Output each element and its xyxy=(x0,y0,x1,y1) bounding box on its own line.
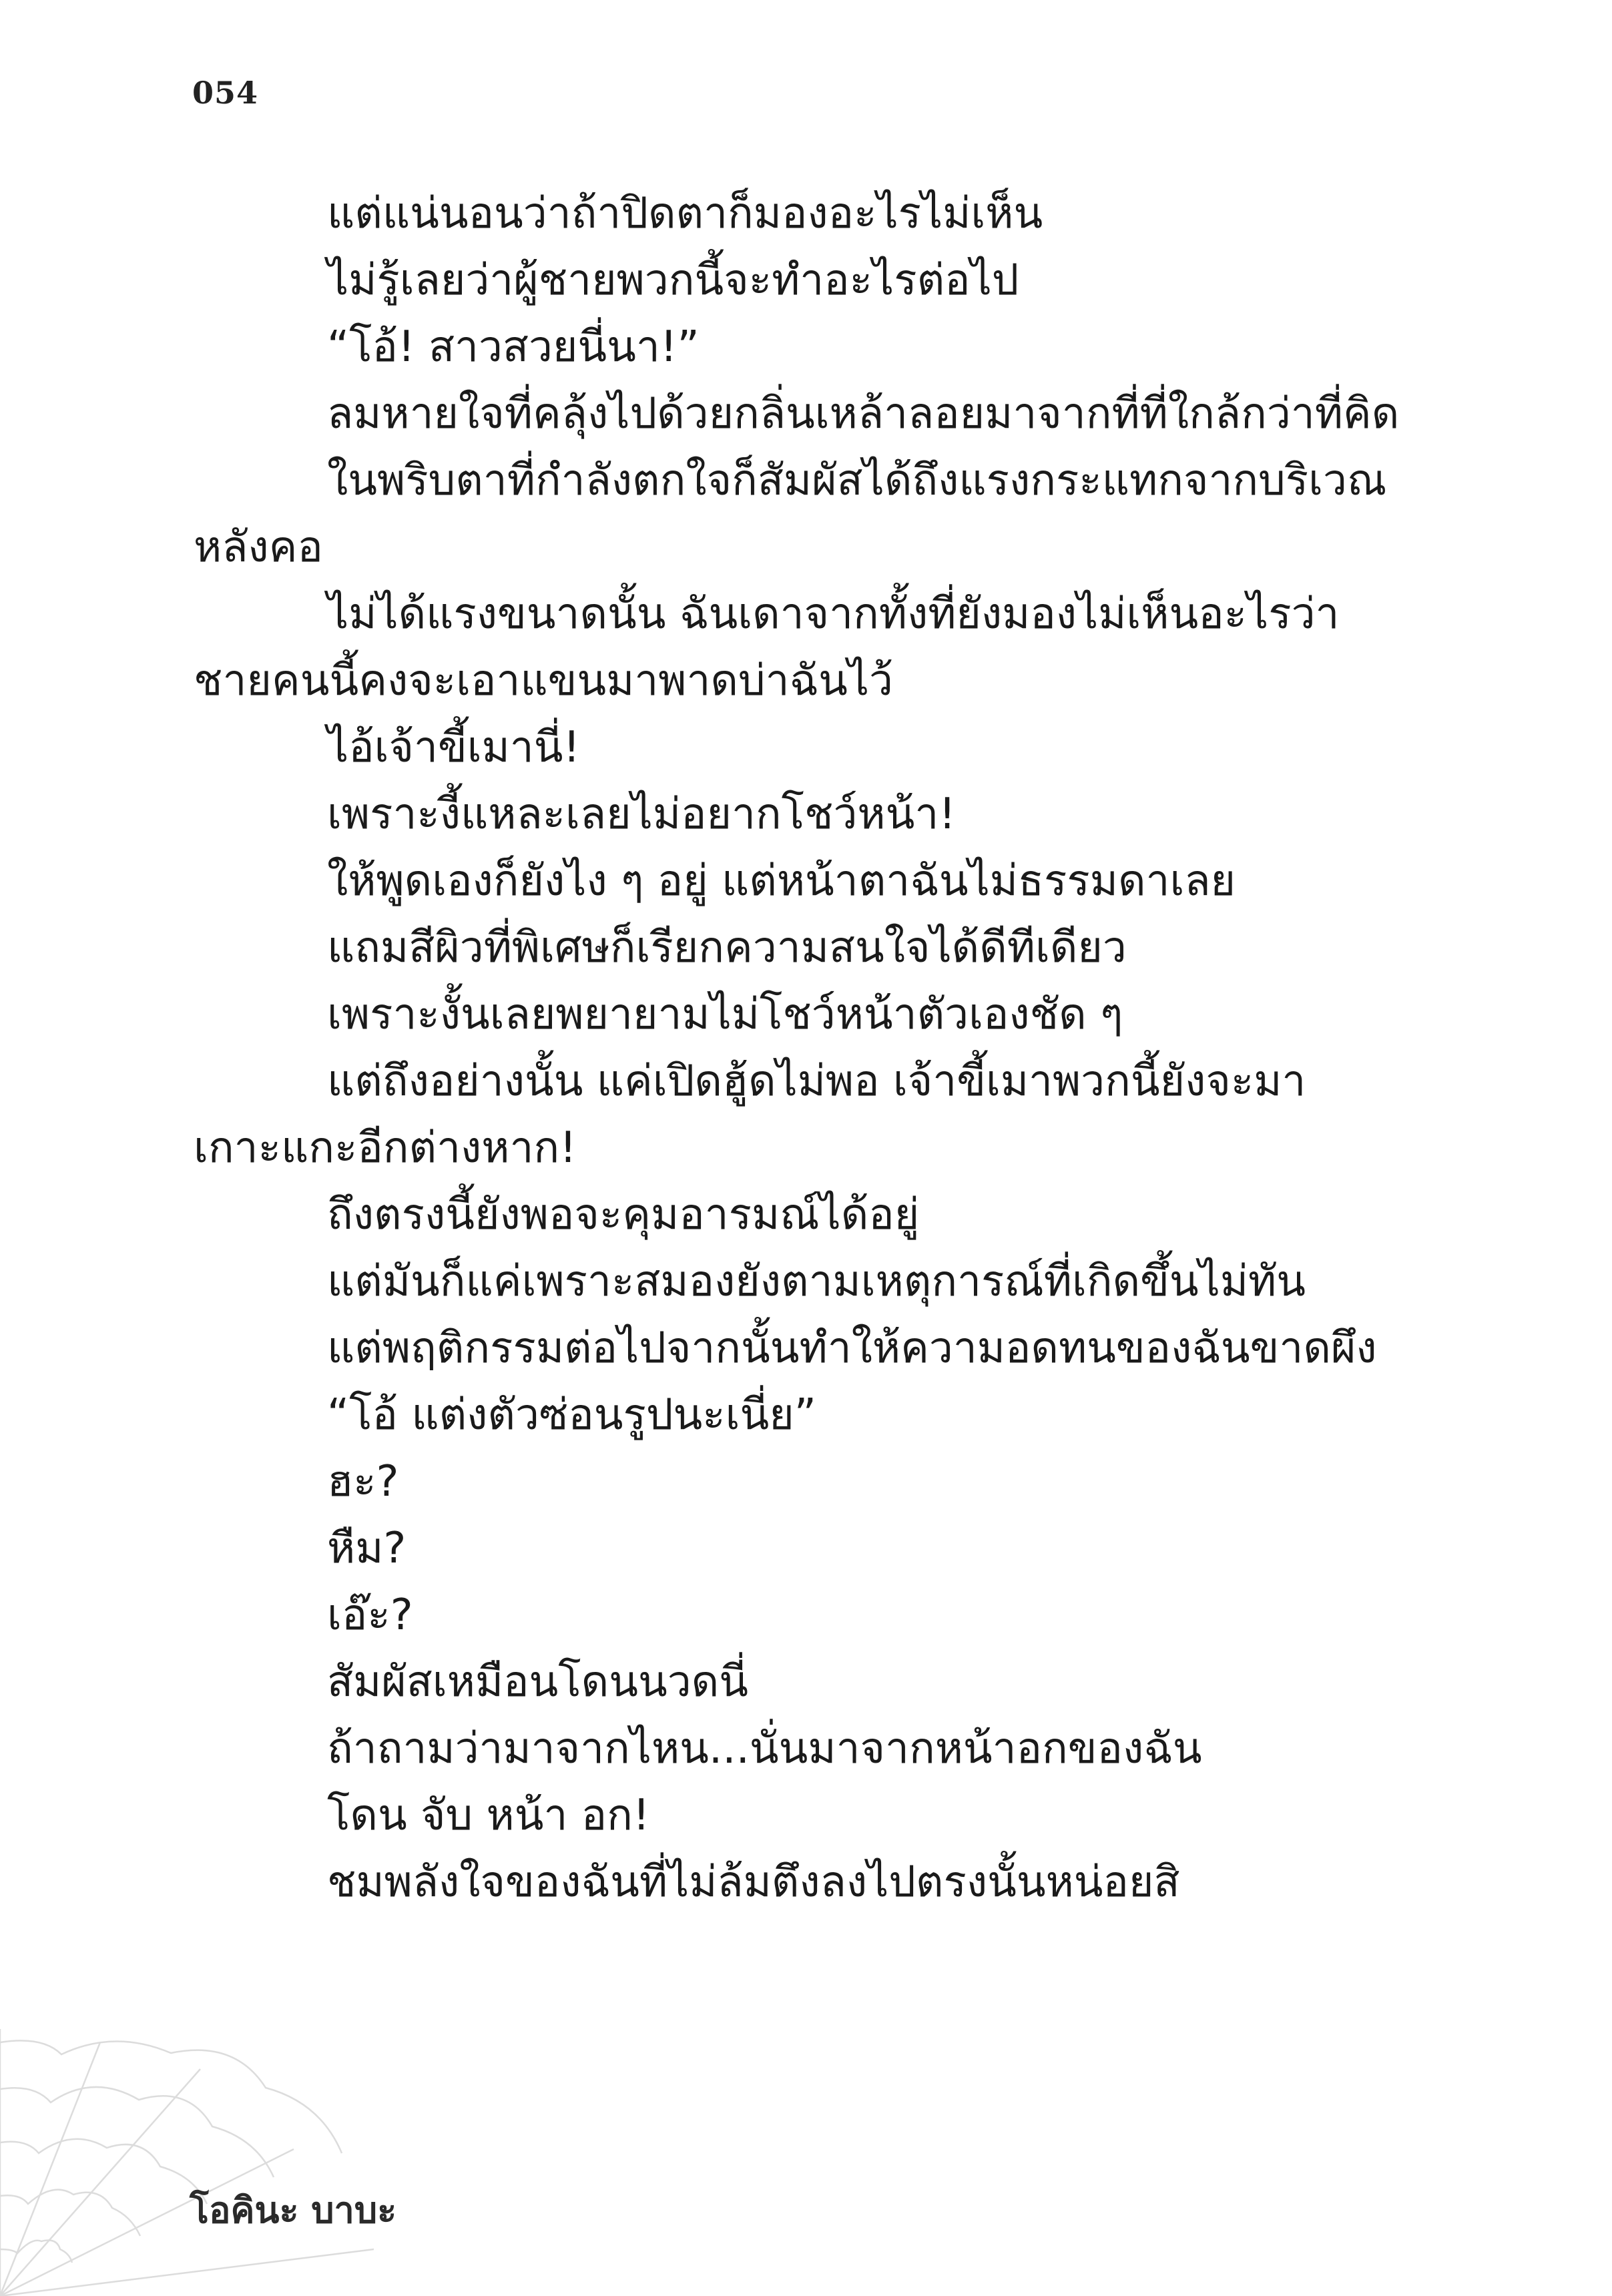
author-name: โอคินะ บาบะ xyxy=(190,2189,397,2231)
page-number: 054 xyxy=(192,75,259,111)
text-line: เอ๊ะ? xyxy=(327,1591,413,1640)
text-line: เกาะแกะอีกต่างหาก! xyxy=(194,1123,577,1173)
text-line: ถ้าถามว่ามาจากไหน...นั่นมาจากหน้าอกของฉัน xyxy=(327,1724,1202,1773)
text-line: ลมหายใจที่คลุ้งไปด้วยกลิ่นเหล้าลอยมาจากที่ที่ใกล้กว่าที่คิด xyxy=(327,389,1400,439)
text-line: ไอ้เจ้าขี้เมานี่! xyxy=(327,723,581,772)
text-line: ชมพลังใจของฉันที่ไม่ล้มตึงลงไปตรงนั้นหน่อยสิ xyxy=(327,1857,1180,1907)
text-line: หืม? xyxy=(327,1524,407,1573)
text-line: เพราะงั้นเลยพยายามไม่โชว์หน้าตัวเองชัด ๆ xyxy=(327,990,1123,1039)
text-line: “โอ้ แต่งตัวซ่อนรูปนะเนี่ย” xyxy=(327,1390,816,1440)
text-line: ไม่รู้เลยว่าผู้ชายพวกนี้จะทำอะไรต่อไป xyxy=(327,256,1019,305)
spider-web-decoration xyxy=(0,2029,374,2296)
text-line: ในพริบตาที่กำลังตกใจก็สัมผัสได้ถึงแรงกระแทกจากบริเวณ xyxy=(327,456,1387,505)
text-line: แต่มันก็แค่เพราะสมองยังตามเหตุการณ์ที่เกิดขึ้นไม่ทัน xyxy=(327,1257,1306,1306)
text-line: แต่ถึงอย่างนั้น แค่เปิดฮู้ดไม่พอ เจ้าขี้เมาพวกนี้ยังจะมา xyxy=(327,1057,1306,1106)
text-line: ชายคนนี้คงจะเอาแขนมาพาดบ่าฉันไว้ xyxy=(194,656,893,705)
text-line: แถมสีผิวที่พิเศษก็เรียกความสนใจได้ดีทีเดียว xyxy=(327,923,1127,972)
text-line: เพราะงี้แหละเลยไม่อยากโชว์หน้า! xyxy=(327,790,956,839)
body-text xyxy=(194,180,1400,1916)
text-line: “โอ้! สาวสวยนี่นา!” xyxy=(327,322,700,372)
text-line: ฮะ? xyxy=(327,1457,399,1506)
text-line: ให้พูดเองก็ยังไง ๆ อยู่ แต่หน้าตาฉันไม่ธรรมดาเลย xyxy=(327,856,1236,906)
text-line: แต่แน่นอนว่าถ้าปิดตาก็มองอะไรไม่เห็น xyxy=(327,189,1043,238)
text-line: หลังคอ xyxy=(194,523,323,572)
text-line: แต่พฤติกรรมต่อไปจากนั้นทำให้ความอดทนของฉันขาดผึง xyxy=(327,1324,1377,1373)
text-line: โดน จับ หน้า อก! xyxy=(327,1791,650,1840)
text-line: สัมผัสเหมือนโดนนวดนี่ xyxy=(327,1657,748,1707)
text-line: ถึงตรงนี้ยังพอจะคุมอารมณ์ได้อยู่ xyxy=(327,1190,920,1239)
text-line: ไม่ได้แรงขนาดนั้น ฉันเดาจากทั้งที่ยังมองไม่เห็นอะไรว่า xyxy=(327,589,1340,639)
